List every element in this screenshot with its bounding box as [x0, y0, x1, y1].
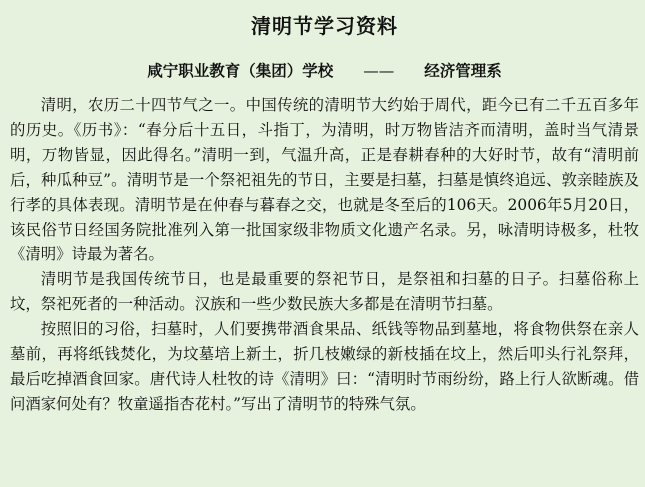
paragraph-2: 清明节是我国传统节日，也是最重要的祭祀节日，是祭祖和扫墓的日子。扫墓俗称上坟，祭祀死者的一种活动。汉族和一些少数民族大多都是在清明节扫墓。: [10, 270, 639, 314]
page-title: 清明节学习资料: [251, 14, 398, 38]
school-name: 咸宁职业教育（集团）学校: [147, 61, 334, 80]
paragraph-3: 按照旧的习俗，扫墓时，人们要携带酒食果品、纸钱等物品到墓地，将食物供祭在亲人墓前，再将纸钱焚化，为坟墓培上新土，折几枝嫩绿的新枝插在坟上，然后叩头行礼祭拜，最后吃掉酒食回家。唐代诗人杜牧的诗《清明》曰：“清明时节雨纷纷，路上行人欲断魂。借问酒家何处有？牧童遥指杏花村。”写出了清明节的特殊气氛。: [10, 320, 639, 413]
subtitle-separator: ——: [363, 62, 395, 80]
paragraph-1: 清明，农历二十四节气之一。中国传统的清明节大约始于周代，距今已有二千五百多年的历史。《历书》：“春分后十五日，斗指丁，为清明，时万物皆洁齐而清明，盖时当气清景明，万物皆显，因此得名。”清明一到，气温升高，正是春耕春种的大好时节，故有“清明前后，种瓜种豆”。清明节是一个祭祀祖先的节日，主要是扫墓，扫墓是慎终追远、敦亲睦族及行孝的具体表现。清明节是在仲春与暮春之交，也就是冬至后的106天。2006年5月20日，该民俗节日经国务院批准列入第一批国家级非物质文化遗产名录。另，咏清明诗极多，杜牧《清明》诗最为著名。: [10, 96, 639, 264]
article-body: [10, 93, 639, 417]
subtitle-line: [10, 56, 639, 86]
department-name: 经济管理系: [424, 61, 502, 80]
